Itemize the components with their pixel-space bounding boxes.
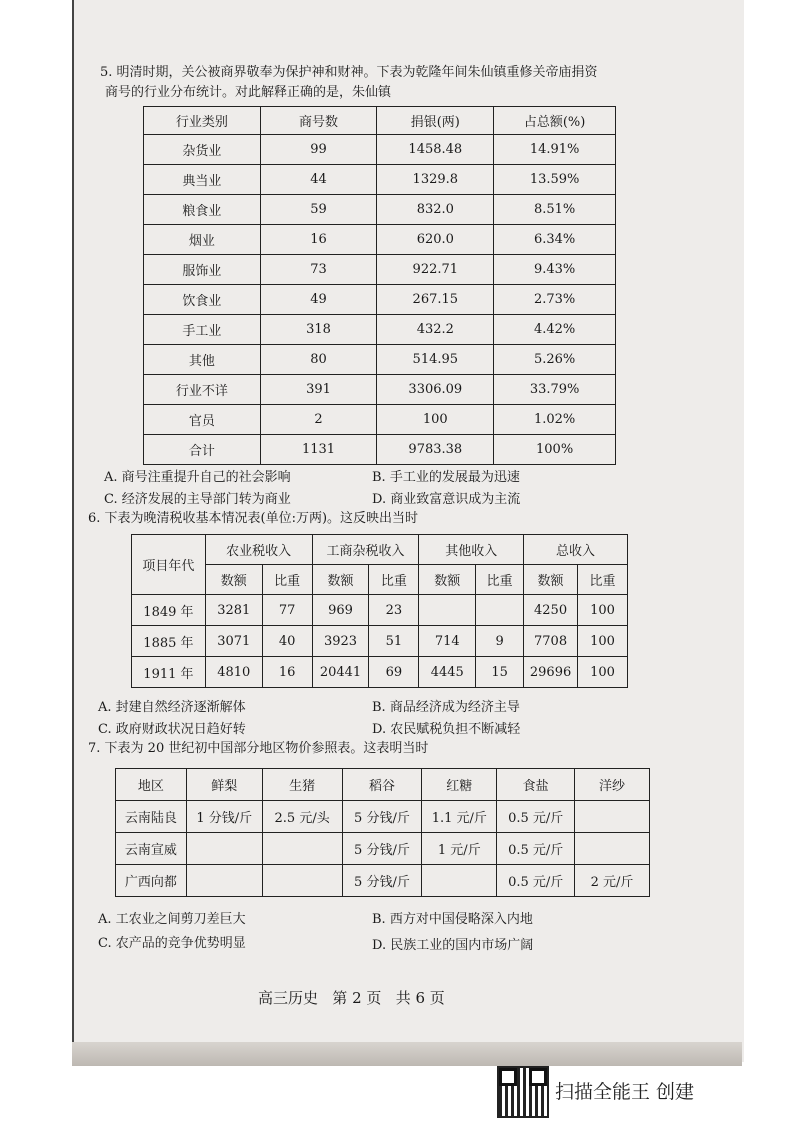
q6-sub-header: 数额 (205, 565, 262, 595)
q5-cell: 行业不详 (144, 375, 261, 405)
q5-cell: 33.79% (494, 375, 616, 405)
q7-cell: 广西向都 (116, 865, 187, 897)
table-row (132, 595, 628, 626)
table-row (144, 435, 616, 465)
q6-cell: 4445 (419, 657, 476, 688)
table-row (132, 657, 628, 688)
q5-cell: 13.59% (494, 165, 616, 195)
q5-cell: 100 (377, 405, 494, 435)
q7-option-c[interactable]: C. 农产品的竞争优势明显 (98, 936, 246, 951)
q5-cell: 620.0 (377, 225, 494, 255)
q5-cell: 其他 (144, 345, 261, 375)
q7-header-cell: 地区 (116, 769, 187, 801)
q5-cell: 1458.48 (377, 135, 494, 165)
paper-bottom-edge (72, 1042, 742, 1066)
q7-cell (422, 865, 497, 897)
q6-cell: 15 (476, 657, 524, 688)
q5-cell: 432.2 (377, 315, 494, 345)
q5-cell: 318 (260, 315, 377, 345)
q5-cell: 80 (260, 345, 377, 375)
table-row (116, 801, 650, 833)
q6-cell: 9 (476, 626, 524, 657)
q6-cell: 7708 (524, 626, 578, 657)
table-row (144, 135, 616, 165)
q6-group-header: 工商杂税收入 (312, 535, 419, 565)
q5-cell: 典当业 (144, 165, 261, 195)
q6-cell: 100 (578, 626, 628, 657)
q6-cell (476, 595, 524, 626)
q6-cell: 3071 (205, 626, 262, 657)
q6-group-header: 其他收入 (419, 535, 524, 565)
table-row (144, 225, 616, 255)
q6-header-row (132, 535, 628, 565)
q6-cell: 40 (262, 626, 312, 657)
q6-cell (419, 595, 476, 626)
q7-header-cell: 生猪 (262, 769, 342, 801)
q6-group-header: 总收入 (524, 535, 628, 565)
q7-cell: 2.5 元/头 (262, 801, 342, 833)
q7-cell (575, 801, 650, 833)
q6-cell: 969 (312, 595, 369, 626)
q6-table (131, 534, 628, 688)
q6-group-header: 农业税收入 (205, 535, 312, 565)
table-row (116, 833, 650, 865)
q5-cell: 手工业 (144, 315, 261, 345)
q6-sub-header: 比重 (262, 565, 312, 595)
q6-option-a[interactable]: A. 封建自然经济逐渐解体 (98, 700, 246, 715)
q5-cell: 73 (260, 255, 377, 285)
q5-option-b[interactable]: B. 手工业的发展最为迅速 (372, 470, 520, 485)
q5-cell: 1329.8 (377, 165, 494, 195)
q5-cell: 烟业 (144, 225, 261, 255)
q6-sub-header: 数额 (524, 565, 578, 595)
q7-header-cell: 食盐 (497, 769, 575, 801)
q7-header-cell: 稻谷 (342, 769, 422, 801)
q5-header-cell: 商号数 (260, 107, 377, 135)
q7-option-b[interactable]: B. 西方对中国侵略深入内地 (372, 912, 533, 927)
q5-cell: 267.15 (377, 285, 494, 315)
q6-cell: 4250 (524, 595, 578, 626)
table-row (144, 255, 616, 285)
q5-header-cell: 占总额(%) (494, 107, 616, 135)
q6-sub-header: 比重 (476, 565, 524, 595)
q5-cell: 粮食业 (144, 195, 261, 225)
q5-cell: 14.91% (494, 135, 616, 165)
q5-cell: 6.34% (494, 225, 616, 255)
q7-cell (186, 865, 262, 897)
q5-header-cell: 捐银(两) (377, 107, 494, 135)
table-row (144, 195, 616, 225)
q5-cell: 100% (494, 435, 616, 465)
q7-cell (262, 865, 342, 897)
q6-cell: 77 (262, 595, 312, 626)
q6-cell: 1849 年 (132, 595, 206, 626)
q7-stem: 7. 下表为 20 世纪初中国部分地区物价参照表。这表明当时 (88, 741, 429, 756)
q7-cell (262, 833, 342, 865)
q5-cell: 3306.09 (377, 375, 494, 405)
q7-header-cell: 鲜梨 (186, 769, 262, 801)
q5-cell: 1131 (260, 435, 377, 465)
q7-table (115, 768, 650, 897)
q5-cell: 2.73% (494, 285, 616, 315)
q5-stem-line2: 商号的行业分布统计。对此解释正确的是，朱仙镇 (105, 85, 392, 100)
q7-cell: 2 元/斤 (575, 865, 650, 897)
q7-cell: 0.5 元/斤 (497, 865, 575, 897)
q5-cell: 饮食业 (144, 285, 261, 315)
q5-cell: 16 (260, 225, 377, 255)
q6-cell: 3281 (205, 595, 262, 626)
q7-cell (575, 833, 650, 865)
q5-cell: 4.42% (494, 315, 616, 345)
q5-cell: 1.02% (494, 405, 616, 435)
q6-subheader-row (132, 565, 628, 595)
q7-header-cell: 洋纱 (575, 769, 650, 801)
q6-option-c[interactable]: C. 政府财政状况日趋好转 (98, 722, 246, 737)
q6-cell: 29696 (524, 657, 578, 688)
q5-cell: 官员 (144, 405, 261, 435)
q6-cell: 4810 (205, 657, 262, 688)
q7-cell: 0.5 元/斤 (497, 801, 575, 833)
q7-cell: 0.5 元/斤 (497, 833, 575, 865)
q5-cell: 49 (260, 285, 377, 315)
q5-cell: 832.0 (377, 195, 494, 225)
table-row (144, 315, 616, 345)
q6-cell: 51 (369, 626, 419, 657)
q5-cell: 合计 (144, 435, 261, 465)
q7-option-a[interactable]: A. 工农业之间剪刀差巨大 (98, 912, 246, 927)
q6-cell: 100 (578, 595, 628, 626)
q6-cell: 100 (578, 657, 628, 688)
table-row (144, 405, 616, 435)
q7-cell: 5 分钱/斤 (342, 865, 422, 897)
q6-cell: 16 (262, 657, 312, 688)
q6-corner-cell: 项目年代 (132, 535, 206, 595)
q7-header-cell: 红糖 (422, 769, 497, 801)
q6-cell: 1885 年 (132, 626, 206, 657)
q5-cell: 5.26% (494, 345, 616, 375)
q5-cell: 514.95 (377, 345, 494, 375)
q5-option-a[interactable]: A. 商号注重提升自己的社会影响 (104, 470, 291, 485)
q6-option-b[interactable]: B. 商品经济成为经济主导 (372, 700, 520, 715)
q6-option-d[interactable]: D. 农民赋税负担不断减轻 (372, 722, 521, 737)
q7-header-row (116, 769, 650, 801)
q5-cell: 9.43% (494, 255, 616, 285)
q5-cell: 922.71 (377, 255, 494, 285)
q5-table (143, 106, 616, 465)
q5-cell: 99 (260, 135, 377, 165)
q5-cell: 59 (260, 195, 377, 225)
q5-header-cell: 行业类别 (144, 107, 261, 135)
q6-stem: 6. 下表为晚清税收基本情况表(单位:万两)。这反映出当时 (88, 511, 419, 526)
scanner-watermark: 扫描全能王 创建 (555, 1081, 695, 1103)
q5-cell: 9783.38 (377, 435, 494, 465)
q5-option-c[interactable]: C. 经济发展的主导部门转为商业 (104, 492, 291, 507)
table-row (144, 375, 616, 405)
q6-cell: 20441 (312, 657, 369, 688)
q7-option-d[interactable]: D. 民族工业的国内市场广阔 (372, 938, 534, 953)
q6-sub-header: 比重 (369, 565, 419, 595)
q5-cell: 服饰业 (144, 255, 261, 285)
qr-code-icon (497, 1066, 549, 1118)
q6-sub-header: 比重 (578, 565, 628, 595)
q5-cell: 杂货业 (144, 135, 261, 165)
q5-cell: 8.51% (494, 195, 616, 225)
q6-cell: 714 (419, 626, 476, 657)
q7-cell: 云南宣威 (116, 833, 187, 865)
q5-cell: 44 (260, 165, 377, 195)
q5-cell: 2 (260, 405, 377, 435)
q7-cell: 1.1 元/斤 (422, 801, 497, 833)
table-row (116, 865, 650, 897)
q6-sub-header: 数额 (312, 565, 369, 595)
q5-header-row (144, 107, 616, 135)
q7-cell: 5 分钱/斤 (342, 801, 422, 833)
q5-cell: 391 (260, 375, 377, 405)
q7-cell: 1 元/斤 (422, 833, 497, 865)
q7-cell (186, 833, 262, 865)
q6-cell: 69 (369, 657, 419, 688)
page-footer: 高三历史 第 2 页 共 6 页 (258, 989, 445, 1007)
table-row (144, 345, 616, 375)
table-row (132, 626, 628, 657)
q7-cell: 云南陆良 (116, 801, 187, 833)
q7-cell: 1 分钱/斤 (186, 801, 262, 833)
q5-stem-line1: 5. 明清时期，关公被商界敬奉为保护神和财神。下表为乾隆年间朱仙镇重修关帝庙捐资 (100, 65, 598, 80)
q6-sub-header: 数额 (419, 565, 476, 595)
q6-cell: 3923 (312, 626, 369, 657)
table-row (144, 285, 616, 315)
q6-cell: 23 (369, 595, 419, 626)
table-row (144, 165, 616, 195)
q7-cell: 5 分钱/斤 (342, 833, 422, 865)
q6-cell: 1911 年 (132, 657, 206, 688)
q5-option-d[interactable]: D. 商业致富意识成为主流 (372, 492, 521, 507)
